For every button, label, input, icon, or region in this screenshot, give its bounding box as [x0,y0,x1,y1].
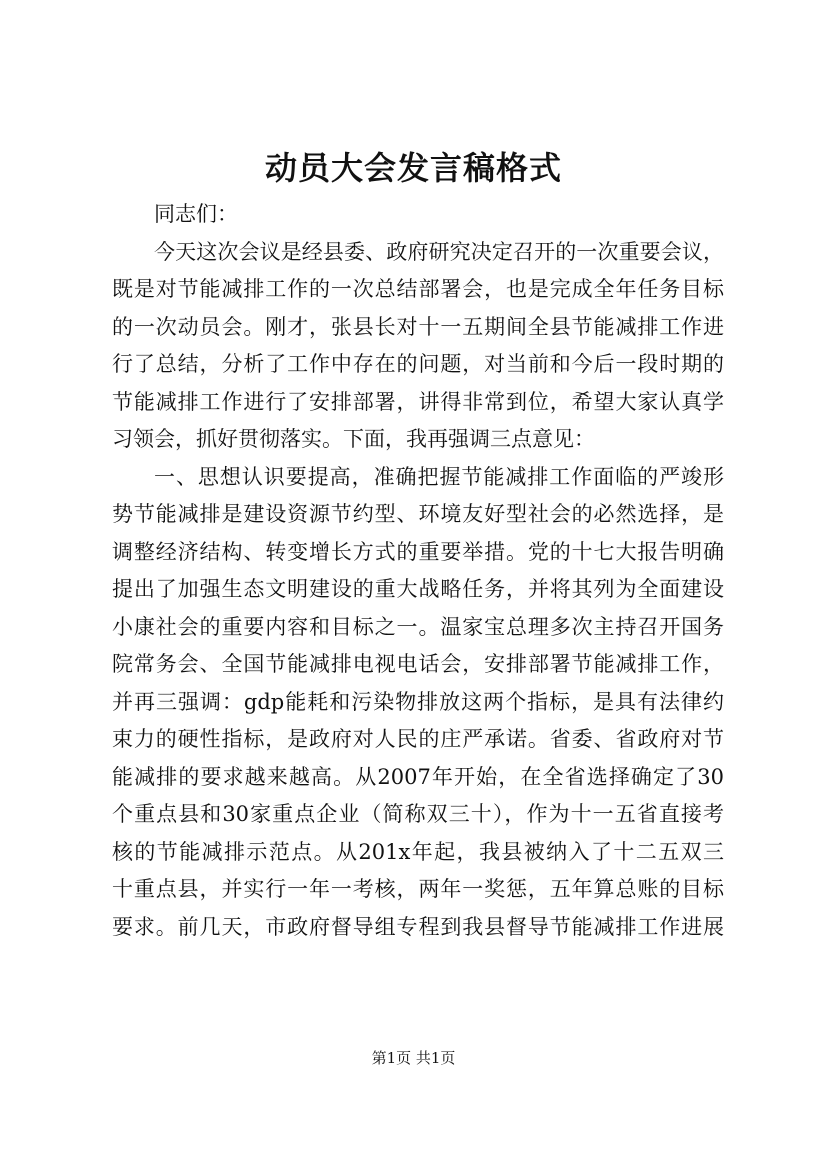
salutation: 同志们： [154,202,238,226]
text-line: 要求。前几天，市政府督导组专程到我县督导节能减排工作进展 [112,914,724,939]
text-line: 调整经济结构、转变增长方式的重要举措。党的十七大报告明确 [112,539,724,564]
text-line: 束力的硬性指标，是政府对人民的庄严承诺。省委、省政府对节 [112,727,724,751]
text-line: 院常务会、全国节能减排电视电话会，安排部署节能减排工作， [112,652,724,676]
text-line: 并再三强调：gdp能耗和污染物排放这两个指标，是具有法律约 [112,689,724,714]
paragraph-2 [112,459,724,947]
text-line: 个重点县和30家重点企业（简称双三十），作为十一五省直接考 [112,802,724,826]
text-line: 今天这次会议是经县委、政府研究决定召开的一次重要会议， [154,239,724,264]
text-line: 节能减排工作进行了安排部署，讲得非常到位，希望大家认真学 [112,389,724,414]
text-line: 一、思想认识要提高，准确把握节能减排工作面临的严竣形 [154,464,724,489]
text-line: 的一次动员会。刚才，张县长对十一五期间全县节能减排工作进 [112,314,724,339]
text-line: 十重点县，并实行一年一考核，两年一奖惩，五年算总账的目标 [112,877,724,901]
text-line: 习领会，抓好贯彻落实。下面，我再强调三点意见： [112,427,595,451]
text-line: 既是对节能减排工作的一次总结部署会，也是完成全年任务目标 [112,277,724,301]
text-line: 势节能减排是建设资源节约型、环境友好型社会的必然选择，是 [112,502,724,526]
text-line: 提出了加强生态文明建设的重大战略任务，并将其列为全面建设 [112,577,724,601]
text-line: 能减排的要求越来越高。从2007年开始，在全省选择确定了30 [112,764,724,789]
paragraph-1 [112,234,724,459]
text-line: 核的节能减排示范点。从201x年起，我县被纳入了十二五双三 [112,839,724,864]
page-footer: 第1页 共1页 [371,1049,456,1067]
text-line: 小康社会的重要内容和目标之一。温家宝总理多次主持召开国务 [112,614,724,639]
document-body [112,196,724,946]
document-title: 动员大会发言稿格式 [264,149,562,187]
text-line: 行了总结，分析了工作中存在的问题，对当前和今后一段时期的 [112,352,724,376]
